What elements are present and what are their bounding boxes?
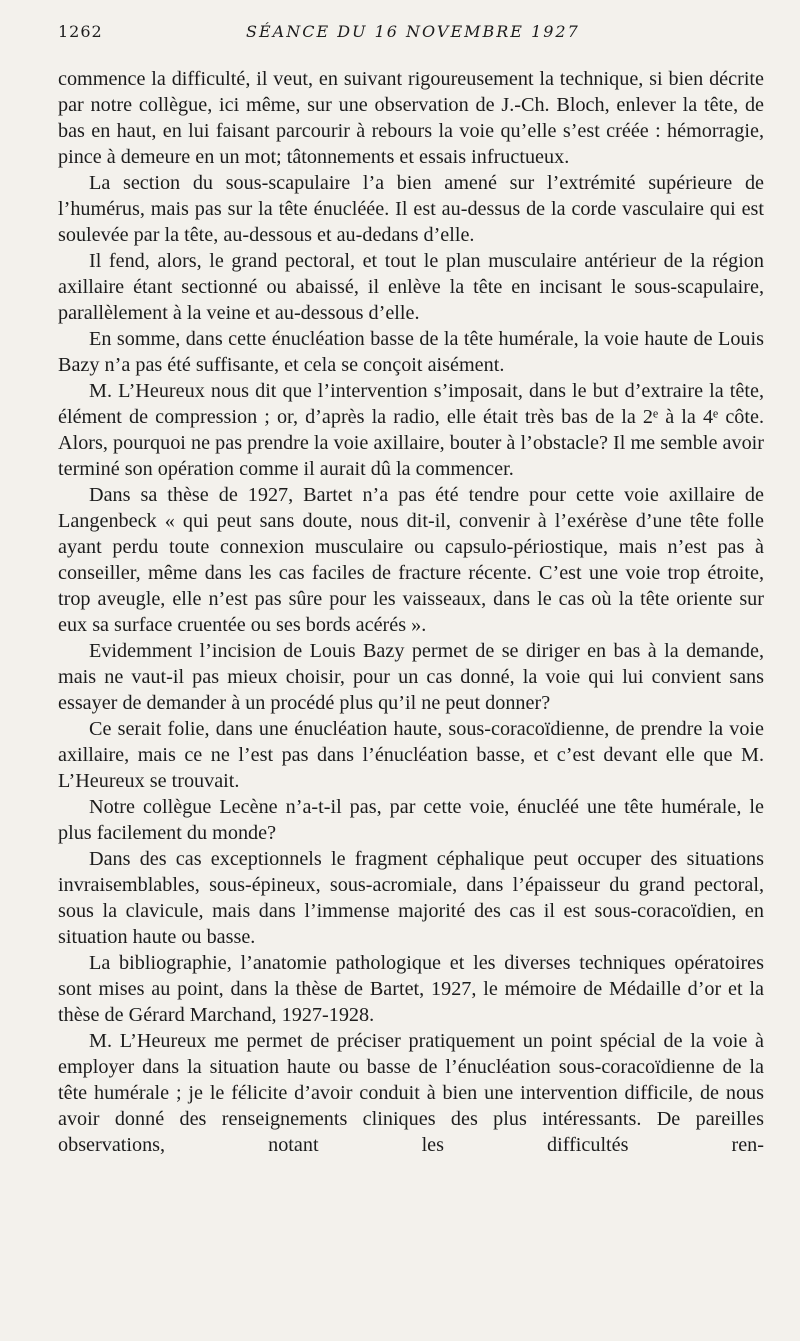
paragraph: Dans sa thèse de 1927, Bartet n’a pas été tendre pour cette voie axillaire de Langenbeck « qui peut sans doute, nous dit-il, convenir à l’exérèse d’une tête folle ayant perdu toute connexion musculaire ou capsulo-périostique, mais n’est pas à conseiller, même dans les cas faciles de fracture récente. C’est une voie trop étroite, trop aveugle, elle n’est pas sûre pour les vaisseaux, dans le cas où la tête oriente sur eux sa surface cruentée ou ses bords acérés ».: [58, 484, 764, 636]
page-number: 1262: [58, 22, 103, 41]
paragraph: Evidemment l’incision de Louis Bazy permet de se diriger en bas à la demande, mais ne vaut-il pas mieux choisir, pour un cas donné, la voie qui lui convient sans essayer de demander à un procédé plus qu’il ne peut donner?: [58, 640, 764, 714]
page-header: [58, 20, 764, 48]
paragraph: En somme, dans cette énucléation basse de la tête humérale, la voie haute de Louis Bazy n’a pas été suffisante, et cela se conçoit aisément.: [58, 328, 764, 376]
paragraph: La bibliographie, l’anatomie pathologique et les diverses techniques opératoires sont mises au point, dans la thèse de Bartet, 1927, le mémoire de Médaille d’or et la thèse de Gérard Marchand, 1927-1928.: [58, 952, 764, 1026]
paragraph: Ce serait folie, dans une énucléation haute, sous-coracoïdienne, de prendre la voie axillaire, mais ce ne l’est pas dans l’énucléation basse, et c’est devant elle que M. L’Heureux se trouvait.: [58, 718, 764, 792]
paragraph: Notre collègue Lecène n’a-t-il pas, par cette voie, énucléé une tête humérale, le plus facilement du monde?: [58, 796, 764, 844]
paragraph: M. L’Heureux nous dit que l’intervention s’imposait, dans le but d’extraire la tête, élément de compression ; or, d’après la radio, elle était très bas de la 2ᵉ à la 4ᵉ côte. Alors, pourquoi ne pas prendre la voie axillaire, bouter à l’obstacle? Il me semble avoir terminé son opération comme il aurait dû la commencer.: [58, 380, 764, 480]
running-title: SÉANCE DU 16 NOVEMBRE 1927: [246, 22, 580, 41]
paragraph: commence la difficulté, il veut, en suivant rigoureusement la technique, si bien décrite par notre collègue, ici même, sur une observation de J.-Ch. Bloch, enlever la tête, de bas en haut, en lui faisant parcourir à rebours la voie qu’elle s’est créée : hémorragie, pince à demeure en un mot; tâtonnements et essais infructueux.: [58, 68, 764, 168]
paragraph: La section du sous-scapulaire l’a bien amené sur l’extrémité supérieure de l’humérus, mais pas sur la tête énucléée. Il est au-dessus de la corde vasculaire qui est soulevée par la tête, au-dessous et au-dedans d’elle.: [58, 172, 764, 246]
paragraph: Dans des cas exceptionnels le fragment céphalique peut occuper des situations invraisemblables, sous-épineux, sous-acromiale, dans l’épaisseur du grand pectoral, sous la clavicule, mais dans l’immense majorité des cas il est sous-coracoïdien, en situation haute ou basse.: [58, 848, 764, 948]
paragraph: M. L’Heureux me permet de préciser pratiquement un point spécial de la voie à employer dans la situation haute ou basse de l’énucléation sous-coracoïdienne de la tête humérale ; je le félicite d’avoir conduit à bien une intervention difficile, de nous avoir donné des renseignements cliniques des plus intéressants. De pareilles observations, notant les difficultés ren-: [58, 1030, 764, 1156]
paragraph: Il fend, alors, le grand pectoral, et tout le plan musculaire antérieur de la région axillaire étant sectionné ou abaissé, il enlève la tête en incisant le sous-scapulaire, parallèlement à la veine et au-dessous d’elle.: [58, 250, 764, 324]
body-text: [58, 66, 764, 1158]
